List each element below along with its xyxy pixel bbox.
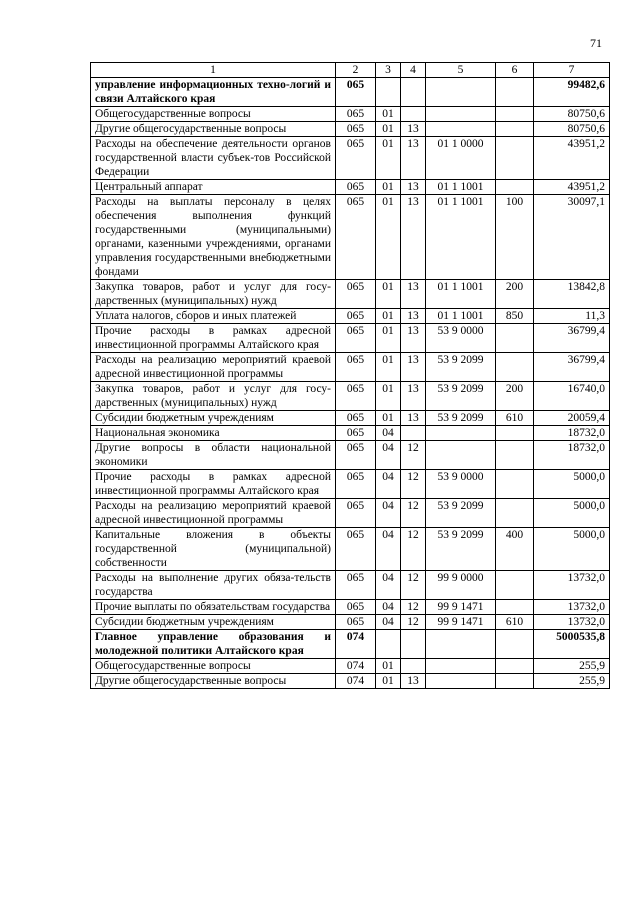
subsection-code: 12 [401,499,426,528]
target-article-code [426,122,496,137]
table-row [91,441,610,470]
section-code: 01 [376,411,401,426]
row-name: управление информационных техно-логий и связи Алтайского края [91,78,336,107]
section-code: 01 [376,107,401,122]
section-code: 04 [376,615,401,630]
section-code: 04 [376,441,401,470]
table-row [91,615,610,630]
target-article-code [426,630,496,659]
amount: 5000,0 [534,528,610,571]
target-article-code: 53 9 2099 [426,528,496,571]
table-row [91,280,610,309]
subsection-code [401,107,426,122]
ministry-code: 065 [336,353,376,382]
expense-type-code [496,470,534,499]
row-name: Центральный аппарат [91,180,336,195]
amount: 5000,0 [534,470,610,499]
table-row [91,195,610,280]
expense-type-code [496,441,534,470]
column-header: 1 [91,63,336,78]
ministry-code: 065 [336,441,376,470]
ministry-code: 065 [336,137,376,180]
expense-type-code: 610 [496,615,534,630]
ministry-code: 065 [336,195,376,280]
section-code: 01 [376,324,401,353]
ministry-code: 065 [336,571,376,600]
ministry-code: 065 [336,600,376,615]
amount: 16740,0 [534,382,610,411]
target-article-code: 01 1 1001 [426,195,496,280]
target-article-code: 99 9 1471 [426,615,496,630]
expense-type-code [496,107,534,122]
amount: 255,9 [534,659,610,674]
target-article-code [426,426,496,441]
subsection-code: 13 [401,674,426,689]
expense-type-code [496,122,534,137]
column-header: 3 [376,63,401,78]
row-name: Национальная экономика [91,426,336,441]
table-row [91,78,610,107]
row-name: Расходы на выплаты персоналу в целях обеспечения выполнения функций государственными (муниципальными) органами, казенными учреждениями, органами управления государственными внебюджетными фондами [91,195,336,280]
subsection-code [401,659,426,674]
target-article-code: 01 1 1001 [426,180,496,195]
expense-type-code: 200 [496,280,534,309]
target-article-code: 53 9 2099 [426,411,496,426]
ministry-code: 065 [336,426,376,441]
subsection-code: 13 [401,195,426,280]
target-article-code: 53 9 2099 [426,382,496,411]
column-header: 6 [496,63,534,78]
amount: 20059,4 [534,411,610,426]
subsection-code: 13 [401,411,426,426]
target-article-code [426,78,496,107]
subsection-code: 13 [401,353,426,382]
amount: 43951,2 [534,180,610,195]
table-row [91,180,610,195]
ministry-code: 065 [336,309,376,324]
subsection-code: 13 [401,309,426,324]
target-article-code: 53 9 2099 [426,353,496,382]
amount: 30097,1 [534,195,610,280]
target-article-code: 53 9 2099 [426,499,496,528]
amount: 80750,6 [534,122,610,137]
subsection-code [401,78,426,107]
row-name: Другие вопросы в области национальной экономики [91,441,336,470]
subsection-code: 13 [401,180,426,195]
column-header: 2 [336,63,376,78]
section-code: 04 [376,600,401,615]
expense-type-code [496,426,534,441]
target-article-code [426,441,496,470]
subsection-code: 12 [401,470,426,499]
expense-type-code [496,571,534,600]
row-name: Расходы на реализацию мероприятий краевой адресной инвестиционной программы [91,499,336,528]
section-code [376,78,401,107]
row-name: Главное управление образования и молодежной политики Алтайского края [91,630,336,659]
column-header: 5 [426,63,496,78]
ministry-code: 065 [336,107,376,122]
ministry-code: 065 [336,528,376,571]
subsection-code: 12 [401,600,426,615]
subsection-code [401,426,426,441]
row-name: Другие общегосударственные вопросы [91,674,336,689]
table-row [91,137,610,180]
section-code: 01 [376,180,401,195]
target-article-code: 01 1 0000 [426,137,496,180]
ministry-code: 065 [336,470,376,499]
ministry-code: 065 [336,615,376,630]
row-name: Расходы на выполнение других обяза-тельств государства [91,571,336,600]
row-name: Закупка товаров, работ и услуг для госу-дарственных (муниципальных) нужд [91,382,336,411]
table-row [91,499,610,528]
ministry-code: 074 [336,659,376,674]
section-code: 01 [376,382,401,411]
amount: 13732,0 [534,600,610,615]
expense-type-code: 400 [496,528,534,571]
amount: 5000535,8 [534,630,610,659]
row-name: Общегосударственные вопросы [91,107,336,122]
expense-type-code [496,630,534,659]
row-name: Уплата налогов, сборов и иных платежей [91,309,336,324]
target-article-code: 01 1 1001 [426,280,496,309]
table-row [91,426,610,441]
expense-type-code [496,78,534,107]
table-row [91,411,610,426]
row-name: Расходы на реализацию мероприятий краевой адресной инвестиционной программы [91,353,336,382]
header-row [91,63,610,78]
column-header: 7 [534,63,610,78]
section-code: 04 [376,571,401,600]
expense-type-code [496,600,534,615]
section-code: 01 [376,122,401,137]
ministry-code: 074 [336,630,376,659]
ministry-code: 065 [336,280,376,309]
table-row [91,353,610,382]
subsection-code [401,630,426,659]
amount: 13842,8 [534,280,610,309]
expense-type-code [496,674,534,689]
section-code: 04 [376,426,401,441]
subsection-code: 12 [401,571,426,600]
expense-type-code [496,353,534,382]
subsection-code: 13 [401,137,426,180]
section-code: 01 [376,353,401,382]
table-row [91,470,610,499]
amount: 36799,4 [534,324,610,353]
section-code: 01 [376,674,401,689]
section-code: 01 [376,309,401,324]
amount: 5000,0 [534,499,610,528]
expense-type-code [496,499,534,528]
amount: 18732,0 [534,426,610,441]
row-name: Прочие выплаты по обязательствам государства [91,600,336,615]
amount: 13732,0 [534,571,610,600]
table-row [91,571,610,600]
expense-type-code [496,324,534,353]
amount: 13732,0 [534,615,610,630]
row-name: Субсидии бюджетным учреждениям [91,411,336,426]
row-name: Закупка товаров, работ и услуг для госу-дарственных (муниципальных) нужд [91,280,336,309]
subsection-code: 12 [401,528,426,571]
ministry-code: 065 [336,382,376,411]
row-name: Расходы на обеспечение деятельности органов государственной власти субъек-тов Российской Федерации [91,137,336,180]
subsection-code: 13 [401,382,426,411]
section-code: 01 [376,137,401,180]
expense-type-code [496,137,534,180]
table-row [91,122,610,137]
expense-type-code: 100 [496,195,534,280]
target-article-code: 53 9 0000 [426,470,496,499]
page-number: 71 [590,36,602,50]
table-row [91,382,610,411]
target-article-code: 99 9 0000 [426,571,496,600]
column-header: 4 [401,63,426,78]
expense-type-code: 610 [496,411,534,426]
subsection-code: 12 [401,441,426,470]
target-article-code: 99 9 1471 [426,600,496,615]
target-article-code [426,659,496,674]
table-row [91,674,610,689]
row-name: Прочие расходы в рамках адресной инвестиционной программы Алтайского края [91,324,336,353]
amount: 18732,0 [534,441,610,470]
amount: 99482,6 [534,78,610,107]
subsection-code: 13 [401,324,426,353]
ministry-code: 065 [336,411,376,426]
budget-table [90,62,610,689]
amount: 43951,2 [534,137,610,180]
section-code [376,630,401,659]
section-code: 01 [376,195,401,280]
row-name: Прочие расходы в рамках адресной инвестиционной программы Алтайского края [91,470,336,499]
row-name: Общегосударственные вопросы [91,659,336,674]
target-article-code: 01 1 1001 [426,309,496,324]
table-row [91,107,610,122]
table-row [91,630,610,659]
expense-type-code: 850 [496,309,534,324]
subsection-code: 13 [401,122,426,137]
section-code: 04 [376,499,401,528]
row-name: Субсидии бюджетным учреждениям [91,615,336,630]
ministry-code: 065 [336,324,376,353]
ministry-code: 065 [336,180,376,195]
target-article-code: 53 9 0000 [426,324,496,353]
row-name: Капитальные вложения в объекты государственной (муниципальной) собственности [91,528,336,571]
amount: 11,3 [534,309,610,324]
section-code: 01 [376,280,401,309]
expense-type-code [496,659,534,674]
table-row [91,528,610,571]
amount: 80750,6 [534,107,610,122]
ministry-code: 065 [336,78,376,107]
subsection-code: 12 [401,615,426,630]
table-row [91,309,610,324]
ministry-code: 074 [336,674,376,689]
target-article-code [426,107,496,122]
table-row [91,659,610,674]
amount: 255,9 [534,674,610,689]
amount: 36799,4 [534,353,610,382]
table-row [91,600,610,615]
section-code: 04 [376,528,401,571]
ministry-code: 065 [336,499,376,528]
ministry-code: 065 [336,122,376,137]
target-article-code [426,674,496,689]
section-code: 01 [376,659,401,674]
section-code: 04 [376,470,401,499]
expense-type-code: 200 [496,382,534,411]
expense-type-code [496,180,534,195]
row-name: Другие общегосударственные вопросы [91,122,336,137]
subsection-code: 13 [401,280,426,309]
table-row [91,324,610,353]
